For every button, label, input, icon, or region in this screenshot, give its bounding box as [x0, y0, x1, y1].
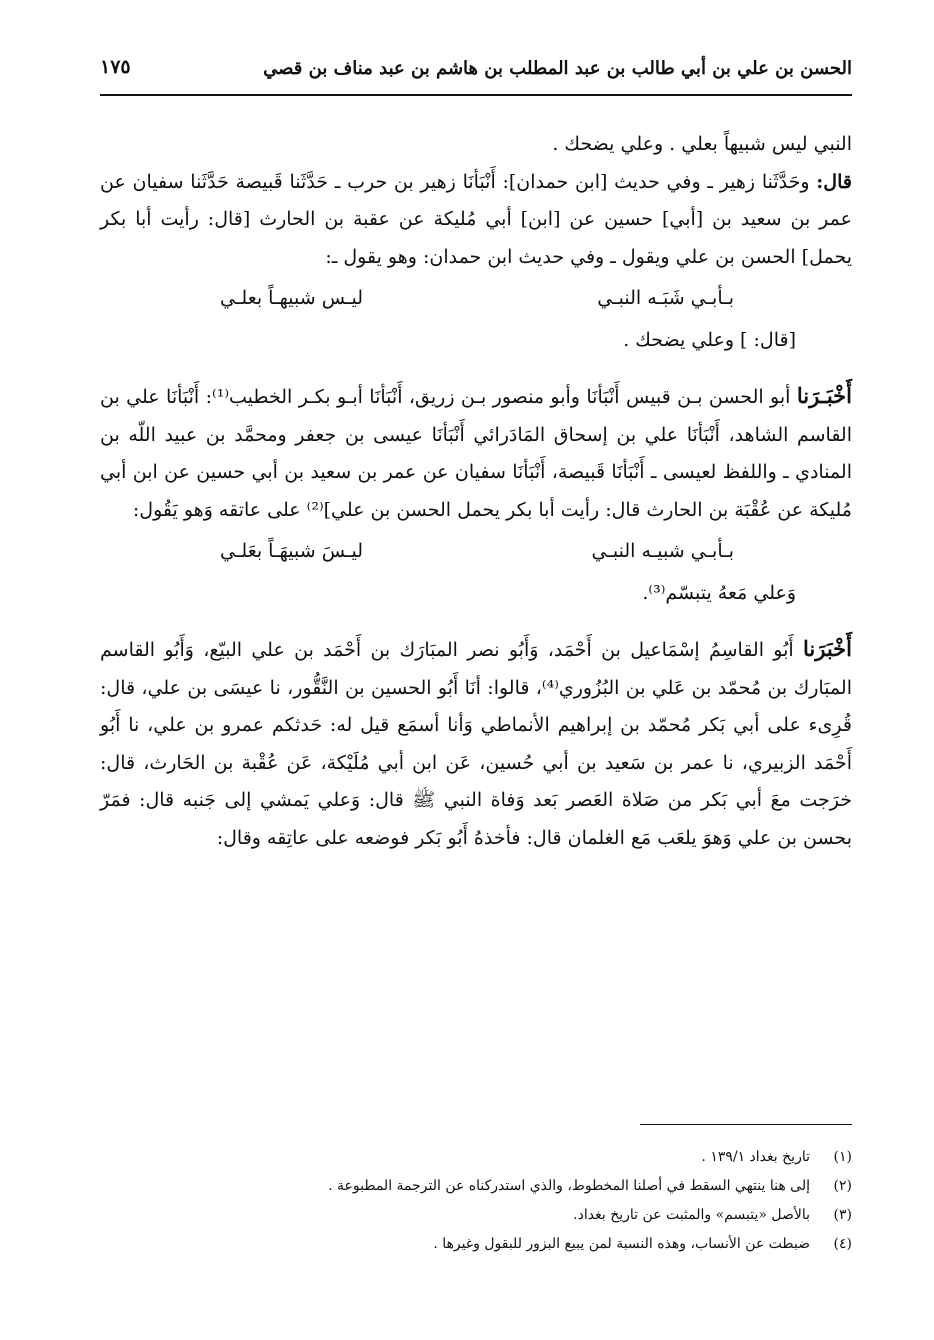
poem-1-second-hemistich: ليـس شبيهـاً بعلـي [220, 287, 364, 309]
paragraph-6 [100, 630, 852, 857]
footnote-1 [100, 1143, 852, 1172]
footnote-number: (٣) [833, 1207, 852, 1223]
paragraph-2 [100, 164, 852, 277]
akhbarana-heading-2: أَخْبَرَنا [803, 636, 852, 661]
paragraph-2-text: وحَدَّثَنا زهير ـ وفي حديث [ابن حمدان]: أَنْبَأنَا زهير بن حرب ـ حَدَّثَنا قَبيصة حَدَّثَنا سفيان عن عمر بن سعيد بن [أبي] حسين عن [ابن] أبي مُليكة عن عقبة بن الحارث [قال: رأيت أبا بكر يحمل] الحسن بن علي ويقول ـ وفي حديث ابن حمدان: وهو يقول ـ: [100, 170, 852, 268]
page-header [100, 52, 852, 96]
footnote-divider [640, 1124, 852, 1125]
paragraph-4-text: أبو الحسن بـن قبيس أَنْبَأنَا وأبو منصور بـن زريق، أَنْبَأنَا أبـو بكـر الخطيب⁽¹⁾: أَنْبَأنَا علي بن القاسم الشاهد، أَنْبَأنَا علي بن إسحاق المَادَرائي أَنْبَأنَا عيسى بن جعفر ومحمَّد بن عبيد اللّه بن المنادي ـ واللفظ لعيسى ـ أَنْبَأنَا قَبيصة، أَنْبَأنَا سفيان عن عمر بن سعيد بن أبي حسين عن ابن أبي مُليكة عن عُقْبَة بن الحارث قال: رأيت أبا بكر يحمل الحسن بن علي]⁽²⁾ على عاتقه وَهو يَقُول: [100, 386, 852, 521]
poem-verse-2 [100, 533, 852, 571]
footnote-number: (٤) [833, 1236, 852, 1252]
footnote-3 [100, 1201, 852, 1230]
footnote-number: (١) [833, 1149, 852, 1165]
paragraph-1: النبي ليس شبيهاً بعلي . وعلي يضحك . [552, 133, 852, 155]
running-title: الحسن بن علي بن أبي طالب بن عبد المطلب بن هاشم بن عبد مناف بن قصي [263, 58, 852, 79]
paragraph-6-text: أَبُو القاسِمُ إسْمَاعيل بن أَحْمَد، وَأَبُو نصر المبَارَك بن أَحْمَد بن علي البيّع، وَأَبُو القاسم المبَارك بن مُحمّد بن عَلي بن البُزُوري⁽⁴⁾، قالوا: أنَا أَبُو الحسين بن النَّقُّور، نا عيسَى بن علي، قال: قُرِىء على أبي بَكر مُحمّد بن إبراهيم الأنماطي وَأنا أسمَع قيل له: حَدثكم عمرو بن علي، نا أَبُو أَحْمَد الزبيري، نا عمر بن سَعيد بن أبي حُسين، عَن ابن أبي مُلَيْكة، عَن عُقْبة بن الحَارث، قال: خرَجت معَ أبي بَكر من صَلاة العَصر بَعد وَفاة النبي ﷺ قال: وَعلي يَمشي إلى جَنبه قال: فمَرّ بحسن بن علي وَهوَ يلعَب مَع الغلمان قال: فأخذهُ أَبُو بَكر فوضعه على عاتِقه وقال: [100, 639, 852, 849]
footnote-2 [100, 1172, 852, 1201]
poem-verse-1 [100, 280, 852, 318]
footnote-text: إلى هنا ينتهي السقط في أصلنا المخطوط، والذي استدركناه عن الترجمة المطبوعة . [328, 1178, 810, 1194]
poem-2-second-hemistich: ليـسَ شبيهَـاً بعَلـي [220, 540, 364, 562]
paragraph-4 [100, 377, 852, 529]
main-text [100, 126, 852, 857]
footnotes [100, 1143, 852, 1259]
poem-2-first-hemistich: بـأبـي شبيـه النبـي [591, 540, 734, 562]
footnote-text: تاريخ بغداد ١٣٩/١ . [701, 1149, 810, 1165]
paragraph-5: وَعلي مَعهُ يتبسّم⁽³⁾. [642, 581, 796, 604]
poem-1-first-hemistich: بـأبـي شَبَـه النبـي [597, 287, 734, 309]
footnote-text: بالأصل «يتبسم» والمثبت عن تاريخ بغداد. [573, 1207, 810, 1223]
paragraph-3: [قال: ] وعلي يضحك . [623, 328, 796, 351]
page-number: ١٧٥ [100, 56, 131, 78]
qala-label: قال: [816, 170, 852, 193]
footnote-4 [100, 1230, 852, 1259]
akhbarana-heading: أَخْبَـرَنا [796, 383, 852, 408]
footnote-text: ضبطت عن الأنساب، وهذه النسبة لمن يبيع البزور للبقول وغيرها . [433, 1236, 810, 1252]
footnote-number: (٢) [833, 1178, 852, 1194]
